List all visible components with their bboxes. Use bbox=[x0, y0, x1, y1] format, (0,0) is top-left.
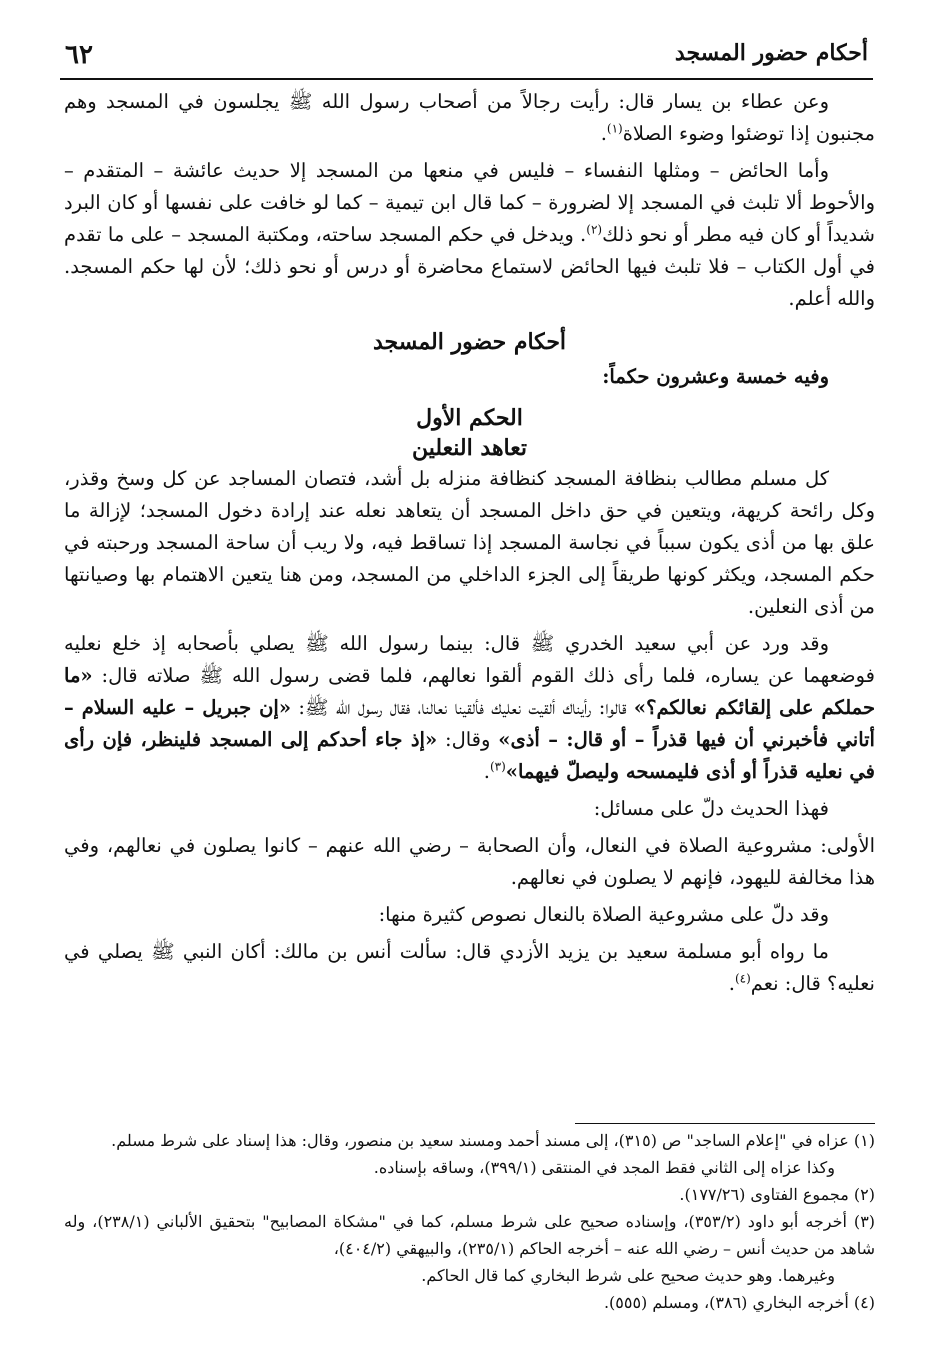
paragraph-issues-intro: فهذا الحديث دلّ على مسائل: bbox=[593, 797, 829, 820]
footnote-2: (٢) مجموع الفتاوى (١٧٧/٢٦). bbox=[679, 1185, 875, 1204]
footnotes bbox=[64, 1127, 875, 1316]
hadith-quote: «ما حملكم على إلقائكم نعالكم؟» bbox=[64, 664, 876, 719]
main-text bbox=[64, 86, 875, 1000]
hadith-quote: «إذ جاء أحدكم إلى المسجد فلينظر، فإن رأى في نعليه قذراً أو أذى فليمسحه وليصلّ فيهما» bbox=[64, 728, 875, 783]
footnote-3-continuation: وغيرهما. وهو حديث صحيح على شرط البخاري كما قال الحاكم. bbox=[421, 1266, 835, 1285]
section-intro: وفيه خمسة وعشرون حكماً: bbox=[602, 365, 829, 388]
ruling-subtitle: تعاهد النعلين bbox=[412, 435, 527, 461]
footnote-4: (٤) أخرجه البخاري (٣٨٦)، ومسلم (٥٥٥). bbox=[603, 1293, 875, 1312]
footnote-3: (٣) أخرجه أبو داود (٣٥٣/٢)، وإسناده صحيح على شرط مسلم، كما في "مشكاة المصابيح" بتحقيق الألباني (٢٣٨/١)، وله شاهد من حديث أنس – رضي الله عنه – أخرجه الحاكم (٢٣٥/١)، والبيهقي (٤٠٤/٢)، bbox=[64, 1212, 876, 1258]
section-title: أحكام حضور المسجد bbox=[372, 329, 567, 355]
running-header-title: أحكام حضور المسجد bbox=[674, 40, 868, 66]
footnote-1-continuation: وكذا عزاه إلى الثاني فقط المجد في المنتقى (٣٩٩/١)، وساقه بإسناده. bbox=[373, 1158, 835, 1177]
footnote-separator bbox=[575, 1123, 875, 1124]
paragraph-mosque-cleanliness: كل مسلم مطالب بنظافة المسجد كنظافة منزله بل أشد، فتصان المساجد عن كل وسخ وقذر، وكل رائحة كريهة، ويتعين في حق داخل المسجد أن يتعاهد نعله عند إرادة دخول المسجد؛ لإزالة ما علق بها من أذى يكون سبباً في نجاسة المسجد إذا تساقط فيه، ولا ريب أن ساحة المسجد ورحبته في حكم المسجد، ويكثر كونها طريقاً إلى الجزء الداخلي من المسجد، ومن هنا يتعين الاهتمام بها وصيانتها من أذى النعلين. bbox=[64, 467, 875, 618]
hadith-quote: «إن جبريل – عليه السلام – أتاني فأخبرني أن فيها قذراً – أو قال: – أذى» bbox=[64, 696, 875, 751]
paragraph-menstruating-woman: وأما الحائض – ومثلها النفساء – فليس في منعها من المسجد إلا حديث عائشة – المتقدم – والأحوط ألا تلبث في المسجد إلا لضرورة – كما قال ابن تيمية – كما لو خافت على نفسها أو كان البرد شديداً أو كان فيه مطر أو نحو ذلك$^{(٢)}$. ويدخل في حكم المسجد ساحته، ومكتبة المسجد – على ما تقدم في أول الكتاب – فلا تلبث فيها الحائض لاستماع محاضرة أو درس أو نحو ذلك؛ لأن لها حكم المسجد. والله أعلم. bbox=[64, 159, 875, 310]
paragraph-hadith-abu-said: وقد ورد عن أبي سعيد الخدري ﷺ قال: بينما رسول الله ﷺ يصلي بأصحابه إذ خلع نعليه فوضعهما عن يساره، فلما رأى ذلك القوم ألقوا نعالهم، فلما قضى رسول الله ﷺ صلاته قال: «ما حملكم على إلقائكم نعالكم؟» قالوا: رأيناك ألقيت نعليك فألقينا نعالنا، فقال رسول الله ﷺ: «إن جبريل – عليه السلام – أتاني فأخبرني أن فيها قذراً – أو قال: – أذى» وقال: «إذ جاء أحدكم إلى المسجد فلينظر، فإن رأى في نعليه قذراً أو أذى فليمسحه وليصلّ فيهما»$^{(٣)}$. bbox=[64, 632, 876, 783]
paragraph-evidence-intro: وقد دلّ على مشروعية الصلاة بالنعال نصوص كثيرة منها: bbox=[378, 903, 829, 926]
footnote-1: (١) عزاه في "إعلام الساجد" ص (٣١٥)، إلى مسند أحمد ومسند سعيد بن منصور، وقال: هذا إسناد على شرط مسلم. bbox=[111, 1131, 875, 1150]
header-rule bbox=[60, 78, 873, 80]
ruling-title: الحكم الأول bbox=[416, 405, 523, 431]
footnote-ref-1: (١) bbox=[606, 121, 623, 136]
footnote-ref-2: (٢) bbox=[586, 222, 603, 237]
page-number: ٦٢ bbox=[65, 40, 93, 70]
paragraph-anas-narration: ما رواه أبو مسلمة سعيد بن يزيد الأزدي قال: سألت أنس بن مالك: أكان النبي ﷺ يصلي في نعليه؟ قال: نعم$^{(٤)}$. bbox=[64, 940, 875, 995]
footnote-ref-4: (٤) bbox=[734, 971, 751, 986]
paragraph-ata-narration: وعن عطاء بن يسار قال: رأيت رجالاً من أصحاب رسول الله ﷺ يجلسون في المسجد وهم مجنبون إذا توضئوا وضوء الصلاة$^{(١)}$. bbox=[64, 90, 875, 145]
footnote-ref-3: (٣) bbox=[489, 759, 506, 774]
paragraph-first-issue: الأولى: مشروعية الصلاة في النعال، وأن الصحابة – رضي الله عنهم – كانوا يصلون في نعالهم، وفي هذا مخالفة لليهود، فإنهم لا يصلون في نعالهم. bbox=[64, 834, 875, 889]
